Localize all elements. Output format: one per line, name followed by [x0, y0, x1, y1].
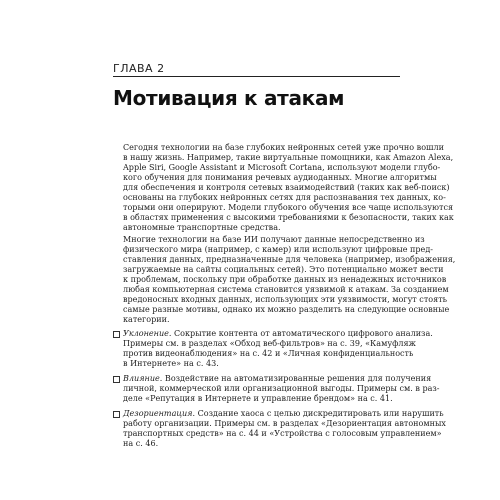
text-line: торыми они оперируют. Модели глубокого обучения все чаще используются: [123, 203, 454, 212]
text-line: ставления данных, предназначенные для человека (например, изображения,: [123, 255, 456, 264]
text-line: Многие технологии на базе ИИ получают данные непосредственно из: [123, 235, 425, 244]
chapter-title: Мотивация к атакам: [113, 86, 345, 110]
list-item-influence: [113, 374, 440, 404]
text-line: [123, 329, 433, 339]
text-line: самые разные мотивы, однако их можно разделить на следующие основные: [123, 305, 450, 314]
text-line: к проблемам, поскольку при обработке данных из ненадежных источников: [123, 275, 447, 284]
text-line: для обеспечения и контроля сетевых взаимодействий (таких как веб-поиск): [123, 183, 450, 192]
text-line: любая компьютерная система становится уязвимой к атакам. За созданием: [123, 285, 449, 294]
list-text: . Создание хаоса с целью дискредитировать или нарушить: [192, 409, 444, 418]
list-term: Дезориентация: [123, 409, 193, 418]
text-line: на с. 46.: [123, 439, 159, 448]
checkbox-bullet-icon: [113, 376, 120, 383]
text-line: деле «Репутация в Интернете и управление брендом» на с. 41.: [123, 394, 393, 403]
checkbox-bullet-icon: [113, 411, 120, 418]
body-text: [113, 143, 456, 454]
list-text: . Воздействие на автоматизированные решения для получения: [159, 374, 432, 383]
list-item-confusion: [113, 409, 446, 449]
list-text: . Сокрытие контента от автоматического цифрового анализа.: [168, 329, 433, 338]
text-line: категории.: [123, 315, 170, 324]
text-line: личной, коммерческой или организационной выгоды. Примеры см. в раз-: [123, 384, 440, 393]
checkbox-bullet-icon: [113, 331, 120, 338]
text-line: в Интернете» на с. 43.: [123, 359, 219, 368]
text-line: Примеры см. в разделах «Обход веб-фильтров» на с. 39, «Камуфляж: [123, 339, 416, 348]
text-line: Сегодня технологии на базе глубоких нейронных сетей уже прочно вошли: [123, 143, 445, 152]
chapter-label: ГЛАВА 2: [113, 62, 165, 75]
list-item-evasion: [113, 329, 433, 369]
list-term: Уклонение: [123, 329, 169, 338]
chapter-divider: [113, 76, 400, 77]
text-line: [123, 409, 444, 419]
text-line: в областях применения с высокими требованиями к безопасности, таких как: [123, 213, 454, 222]
paragraph-1: [113, 143, 454, 233]
paragraph-2: [113, 235, 456, 325]
text-line: физического мира (например, с камер) или используют цифровые пред-: [123, 245, 433, 254]
text-line: против видеонаблюдения» на с. 42 и «Личная конфиденциальность: [123, 349, 414, 358]
motivation-list: [113, 329, 446, 449]
text-line: загружаемые на сайты социальных сетей). Это потенциально может вести: [123, 265, 444, 274]
text-line: Apple Siri, Google Assistant и Microsoft Cortana, используют модели глубо-: [123, 163, 441, 172]
list-term: Влияние: [123, 374, 160, 383]
text-line: основаны на глубоких нейронных сетях для распознавания тех данных, ко-: [123, 193, 446, 202]
text-line: кого обучения для понимания речевых аудиоданных. Многие алгоритмы: [123, 173, 437, 182]
text-line: транспортных средств» на с. 44 и «Устройства с голосовым управлением»: [123, 429, 442, 438]
text-line: [123, 374, 432, 384]
text-line: автономные транспортные средства.: [123, 223, 281, 232]
text-line: вредоносных входных данных, использующих эти уязвимости, могут стоять: [123, 295, 448, 304]
text-line: работу организации. Примеры см. в разделах «Дезориентация автономных: [123, 419, 446, 428]
text-line: в нашу жизнь. Например, такие виртуальные помощники, как Amazon Alexa,: [123, 153, 454, 162]
